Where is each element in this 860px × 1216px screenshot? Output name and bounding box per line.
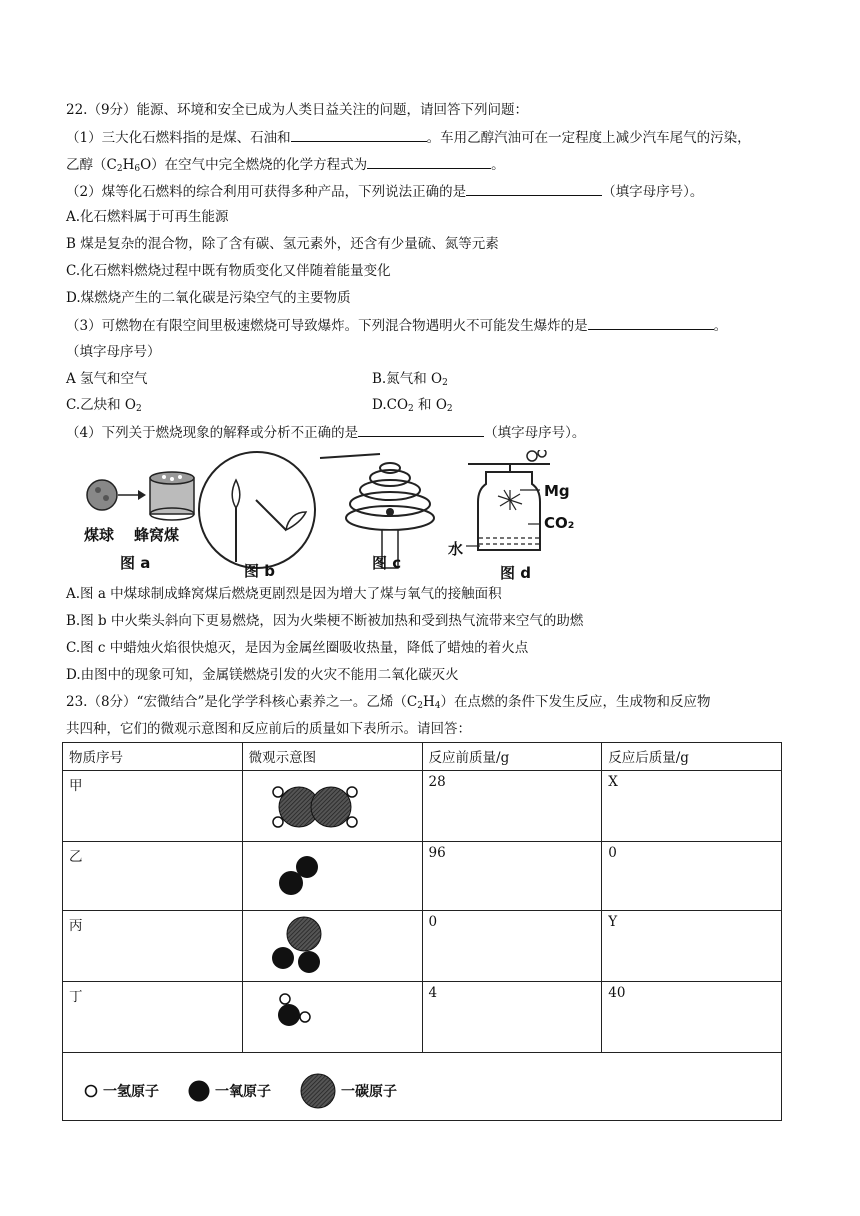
fig-b-caption: 图 b bbox=[244, 562, 275, 580]
q22-part2 bbox=[66, 182, 703, 201]
answer-blank[interactable] bbox=[358, 423, 484, 437]
substance-name: 乙 bbox=[63, 842, 243, 911]
q22-p2-text-b: （填字母序号）。 bbox=[602, 184, 704, 200]
q22-option-c: C.化石燃料燃烧过程中既有物质变化又伴随着能量变化 bbox=[66, 263, 391, 279]
oxygen-molecule-icon bbox=[269, 849, 329, 903]
legend-hydrogen bbox=[83, 1081, 159, 1101]
substance-name: 丙 bbox=[63, 911, 243, 982]
header-mass-before: 反应前质量/g bbox=[422, 743, 602, 771]
q22-p3-option-b: B.氮气和 $O_2$ bbox=[372, 371, 448, 388]
figure-c bbox=[320, 454, 434, 568]
fig-d-water-label: 水 bbox=[448, 540, 464, 558]
q22-p4-option-c: C.图 c 中蜡烛火焰很快熄灭，是因为金属丝圈吸收热量，降低了蜡烛的着火点 bbox=[66, 640, 529, 656]
carbon-dioxide-molecule-icon bbox=[269, 914, 339, 974]
carbon-atom-icon bbox=[299, 1072, 337, 1110]
fig-d-co2-label: CO₂ bbox=[544, 514, 575, 532]
mass-before: 4 bbox=[422, 982, 602, 1053]
q22-p1-text-a: （1）三大化石燃料指的是煤、石油和 bbox=[66, 130, 291, 146]
fig-d-mg-label: Mg bbox=[544, 482, 570, 500]
table-row bbox=[63, 982, 782, 1053]
substance-name: 丁 bbox=[63, 982, 243, 1053]
molecule-diagram bbox=[242, 771, 422, 842]
answer-blank[interactable] bbox=[466, 182, 602, 196]
q22-p4-text-b: （填字母序号）。 bbox=[484, 425, 586, 441]
fig-a-honeycomb-label: 蜂窝煤 bbox=[134, 526, 180, 544]
q22-part1-line1 bbox=[66, 128, 751, 147]
atom-legend bbox=[69, 1056, 775, 1110]
q22-part3-hint: （填字母序号） bbox=[66, 344, 161, 360]
fig-c-caption: 图 c bbox=[372, 554, 402, 572]
answer-blank[interactable] bbox=[367, 155, 491, 169]
q22-p4-option-b: B.图 b 中火柴头斜向下更易燃烧，因为火柴梗不断被加热和受到热气流带来空气的助燃 bbox=[66, 613, 584, 629]
mass-after: 40 bbox=[602, 982, 782, 1053]
fig-a-coal-ball-label: 煤球 bbox=[84, 526, 115, 544]
q22-part4 bbox=[66, 423, 585, 442]
q22-p3-text-b: 。 bbox=[713, 318, 728, 334]
q22-p3-text-a: （3）可燃物在有限空间里极速燃烧可导致爆炸。下列混合物遇明火不可能发生爆炸的是 bbox=[66, 318, 588, 334]
substance-name: 甲 bbox=[63, 771, 243, 842]
q23-title-b: H bbox=[422, 694, 435, 710]
q22-part3 bbox=[66, 316, 727, 335]
table-header-row bbox=[63, 743, 782, 771]
ethylene-molecule-icon bbox=[269, 780, 361, 834]
molecule-diagram bbox=[242, 911, 422, 982]
figure-b bbox=[199, 452, 315, 568]
mass-before: 96 bbox=[422, 842, 602, 911]
legend-row bbox=[63, 1053, 782, 1121]
answer-blank[interactable] bbox=[291, 128, 427, 142]
q22-p1-text-c3: O）在空气中完全燃烧的化学方程式为 bbox=[140, 157, 368, 173]
q22-option-a: A.化石燃料属于可再生能源 bbox=[66, 209, 229, 225]
q22-p4-option-a: A.图 a 中煤球制成蜂窝煤后燃烧更剧烈是因为增大了煤与氧气的接触面积 bbox=[66, 586, 502, 602]
q22-p3-option-b-text: B.氮气和 O bbox=[372, 371, 443, 387]
table-row bbox=[63, 771, 782, 842]
legend-carbon bbox=[299, 1072, 397, 1110]
q22-option-d: D.煤燃烧产生的二氧化碳是污染空气的主要物质 bbox=[66, 290, 351, 306]
figure-a bbox=[87, 472, 194, 520]
q22-p3-option-d-text: D.CO bbox=[372, 397, 409, 413]
q22-p1-text-c2: H bbox=[122, 157, 135, 173]
q22-option-b: B 煤是复杂的混合物，除了含有碳、氢元素外，还含有少量硫、氮等元素 bbox=[66, 236, 499, 252]
legend-hydrogen-label: 一氢原子 bbox=[103, 1084, 159, 1100]
q22-p3-option-c-text: C.乙炔和 O bbox=[66, 397, 136, 413]
legend-cell bbox=[63, 1053, 782, 1121]
mass-after: Y bbox=[602, 911, 782, 982]
q22-p3-option-d: $D.CO_2$ 和 $O_2$ bbox=[372, 397, 453, 414]
q22-p3-options-row1 bbox=[66, 370, 148, 388]
figure-d bbox=[466, 450, 550, 550]
header-substance: 物质序号 bbox=[63, 743, 243, 771]
q22-p1-text-b: 。车用乙醇汽油可在一定程度上减少汽车尾气的污染， bbox=[426, 130, 751, 146]
fig-a-caption: 图 a bbox=[120, 554, 151, 572]
q22-p3-option-d-text2: 和 O bbox=[413, 397, 447, 413]
combustion-figures bbox=[80, 450, 580, 580]
q22-p2-text-a: （2）煤等化石燃料的综合利用可获得多种产品，下列说法正确的是 bbox=[66, 184, 467, 200]
molecule-diagram bbox=[242, 842, 422, 911]
q22-p3-option-c: C.乙炔和 $O_2$ bbox=[66, 397, 142, 414]
mass-before: 0 bbox=[422, 911, 602, 982]
mass-before: 28 bbox=[422, 771, 602, 842]
q22-p3-option-a: A 氢气和空气 bbox=[66, 371, 148, 387]
q22-p4-option-d: D.由图中的现象可知，金属镁燃烧引发的火灾不能用二氧化碳灭火 bbox=[66, 667, 459, 683]
reaction-table bbox=[62, 742, 782, 1121]
q22-p1-text-c4: 。 bbox=[491, 157, 505, 173]
q23-title-line1: 23.（8分）“宏微结合”是化学学科核心素养之一。乙烯$(C_2H_4)$在点燃的条件下发生反应，生成物和反应物 bbox=[66, 694, 711, 711]
q23-title-a: 23.（8分）“宏微结合”是化学学科核心素养之一。乙烯（C bbox=[66, 694, 418, 710]
molecule-diagram bbox=[242, 982, 422, 1053]
q23-title-c: ）在点燃的条件下发生反应，生成物和反应物 bbox=[440, 694, 711, 710]
header-diagram: 微观示意图 bbox=[242, 743, 422, 771]
legend-oxygen-label: 一氧原子 bbox=[215, 1084, 271, 1100]
q22-p4-text-a: （4）下列关于燃烧现象的解释或分析不正确的是 bbox=[66, 425, 359, 441]
answer-blank[interactable] bbox=[588, 316, 714, 330]
q22-title: 22.（9分）能源、环境和安全已成为人类日益关注的问题，请回答下列问题： bbox=[66, 102, 529, 118]
mass-after: X bbox=[602, 771, 782, 842]
header-mass-after: 反应后质量/g bbox=[602, 743, 782, 771]
q22-p1-text-c: 乙醇（C bbox=[66, 157, 117, 173]
oxygen-atom-icon bbox=[187, 1079, 211, 1103]
q22-part1-line2: 乙醇$(C_2H_6O)$在空气中完全燃烧的化学方程式为 。 bbox=[66, 157, 505, 174]
water-molecule-icon bbox=[269, 991, 325, 1045]
table-row bbox=[63, 842, 782, 911]
fig-d-caption: 图 d bbox=[500, 564, 531, 582]
mass-after: 0 bbox=[602, 842, 782, 911]
legend-carbon-label: 一碳原子 bbox=[341, 1084, 397, 1100]
legend-oxygen bbox=[187, 1079, 271, 1103]
table-row bbox=[63, 911, 782, 982]
q23-title-line2: 共四种，它们的微观示意图和反应前后的质量如下表所示。请回答： bbox=[66, 721, 471, 737]
hydrogen-atom-icon bbox=[83, 1083, 99, 1099]
